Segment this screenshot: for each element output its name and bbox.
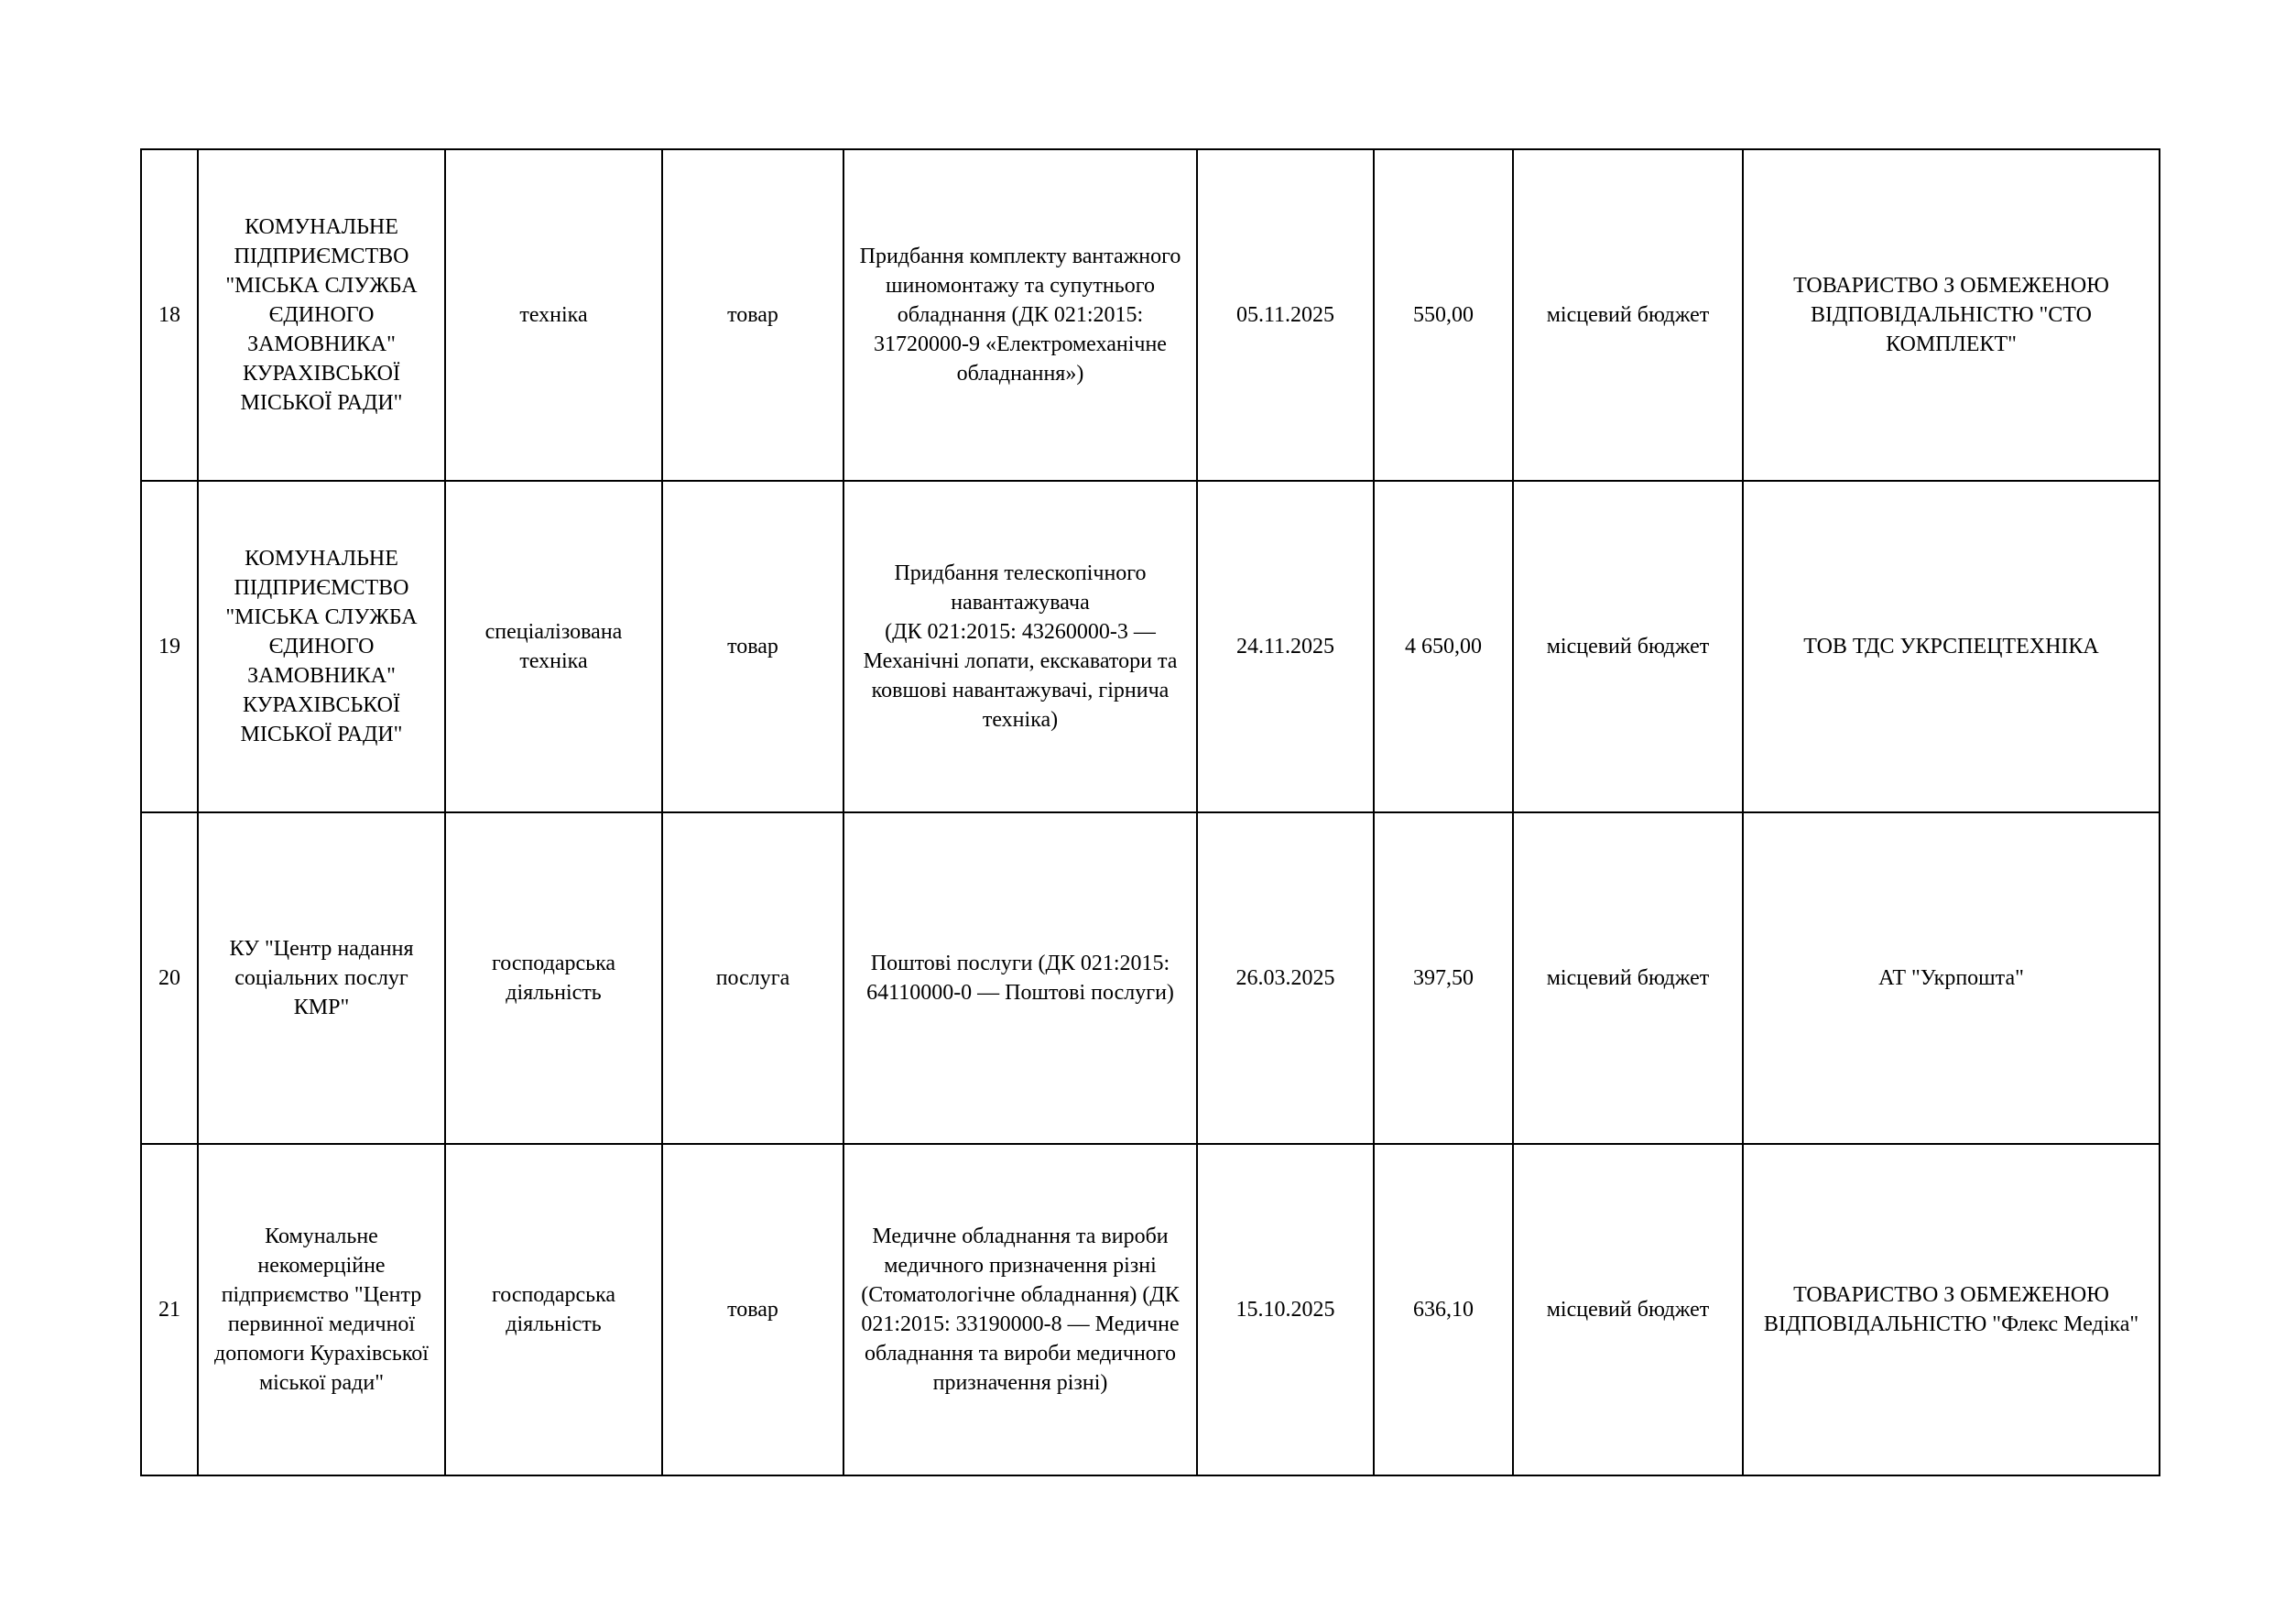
category-cell: спеціалізована техніка [445, 481, 662, 812]
row-number-cell: 20 [141, 812, 198, 1144]
procurement-type-cell: товар [662, 1144, 843, 1475]
customer-cell: КОМУНАЛЬНЕ ПІДПРИЄМСТВО "МІСЬКА СЛУЖБА ЄДИНОГО ЗАМОВНИКА" КУРАХІВСЬКОЇ МІСЬКОЇ РАДИ" [198, 149, 445, 481]
row-number-cell: 21 [141, 1144, 198, 1475]
row-number-cell: 19 [141, 481, 198, 812]
subject-cell: Поштові послуги (ДК 021:2015: 64110000-0 — Поштові послуги) [843, 812, 1197, 1144]
funding-source-cell: місцевий бюджет [1513, 149, 1743, 481]
procurement-type-cell: товар [662, 149, 843, 481]
customer-cell: КОМУНАЛЬНЕ ПІДПРИЄМСТВО "МІСЬКА СЛУЖБА ЄДИНОГО ЗАМОВНИКА" КУРАХІВСЬКОЇ МІСЬКОЇ РАДИ" [198, 481, 445, 812]
amount-cell: 636,10 [1374, 1144, 1513, 1475]
funding-source-cell: місцевий бюджет [1513, 481, 1743, 812]
date-cell: 15.10.2025 [1197, 1144, 1374, 1475]
procurement-table [140, 148, 2160, 1476]
table-row [141, 812, 2160, 1144]
customer-cell: Комунальне некомерційне підприємство "Центр первинної медичної допомоги Курахівської міської ради" [198, 1144, 445, 1475]
procurement-type-cell: послуга [662, 812, 843, 1144]
funding-source-cell: місцевий бюджет [1513, 1144, 1743, 1475]
supplier-cell: АТ "Укрпошта" [1743, 812, 2160, 1144]
amount-cell: 550,00 [1374, 149, 1513, 481]
supplier-cell: ТОВАРИСТВО З ОБМЕЖЕНОЮ ВІДПОВІДАЛЬНІСТЮ "СТО КОМПЛЕКТ" [1743, 149, 2160, 481]
supplier-cell: ТОВАРИСТВО З ОБМЕЖЕНОЮ ВІДПОВІДАЛЬНІСТЮ "Флекс Медіка" [1743, 1144, 2160, 1475]
date-cell: 24.11.2025 [1197, 481, 1374, 812]
category-cell: господарська діяльність [445, 812, 662, 1144]
amount-cell: 397,50 [1374, 812, 1513, 1144]
procurement-type-cell: товар [662, 481, 843, 812]
table-row [141, 149, 2160, 481]
subject-cell: Придбання телескопічного навантажувача (ДК 021:2015: 43260000-3 — Механічні лопати, екскаватори та ковшові навантажувачі, гірнича техніка) [843, 481, 1197, 812]
subject-cell: Медичне обладнання та вироби медичного призначення різні (Стоматологічне обладнання) (ДК 021:2015: 33190000-8 — Медичне обладнання та вироби медичного призначення різні) [843, 1144, 1197, 1475]
table-row [141, 1144, 2160, 1475]
subject-cell: Придбання комплекту вантажного шиномонтажу та супутнього обладнання (ДК 021:2015: 31720000-9 «Електромеханічне обладнання») [843, 149, 1197, 481]
table-row [141, 481, 2160, 812]
supplier-cell: ТОВ ТДС УКРСПЕЦТЕХНІКА [1743, 481, 2160, 812]
amount-cell: 4 650,00 [1374, 481, 1513, 812]
category-cell: техніка [445, 149, 662, 481]
row-number-cell: 18 [141, 149, 198, 481]
category-cell: господарська діяльність [445, 1144, 662, 1475]
funding-source-cell: місцевий бюджет [1513, 812, 1743, 1144]
customer-cell: КУ "Центр надання соціальних послуг КМР" [198, 812, 445, 1144]
date-cell: 26.03.2025 [1197, 812, 1374, 1144]
date-cell: 05.11.2025 [1197, 149, 1374, 481]
